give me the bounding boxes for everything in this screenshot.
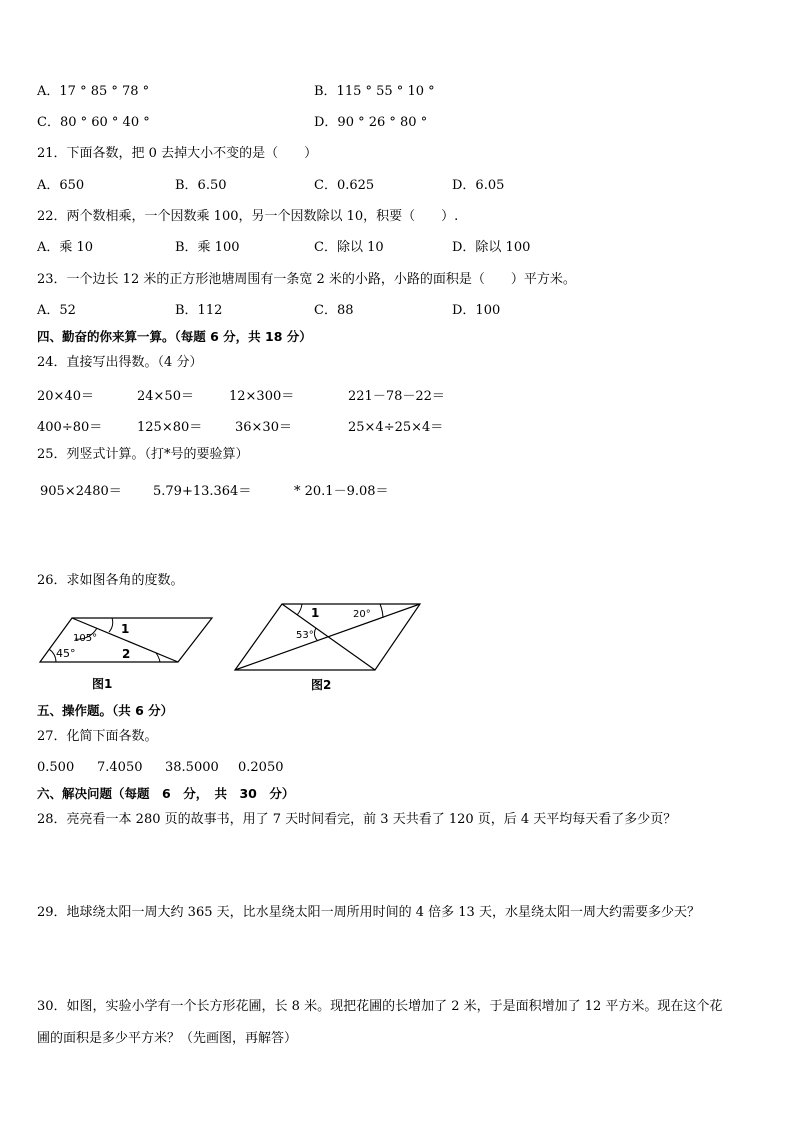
q27-item: 7.4050 xyxy=(97,760,143,775)
fig2-angle-20: 20° xyxy=(353,609,371,620)
q24-item: 20×40＝ xyxy=(37,389,94,404)
q29-stem: 29．地球绕太阳一周大约 365 天，比水星绕太阳一周所用时间的 4 倍多 13 天，水星绕太阳一周大约需要多少天？ xyxy=(37,905,700,920)
fig1-label-2: 2 xyxy=(122,647,131,661)
q21-option-b: B．6.50 xyxy=(175,178,227,193)
q21-option-c: C．0.625 xyxy=(314,178,375,193)
figure-2-parallelogram xyxy=(230,600,426,694)
q24-item: 25×4÷25×4＝ xyxy=(348,420,444,435)
q24-item: 12×300＝ xyxy=(229,389,295,404)
q19-option-c: C．80 ° 60 ° 40 ° xyxy=(37,115,150,130)
q25-item: 905×2480＝ xyxy=(40,484,122,499)
q24-stem: 24．直接写出得数。（4 分） xyxy=(37,355,203,370)
fig2-caption: 图2 xyxy=(311,678,332,692)
q24-item: 400÷80＝ xyxy=(37,420,103,435)
q30-stem-line-1: 30．如图，实验小学有一个长方形花圃，长 8 米。现把花圃的长增加了 2 米，于是面积增加了 12 平方米。现在这个花 xyxy=(37,999,723,1014)
q23-option-a: A．52 xyxy=(37,303,76,318)
fig1-caption: 图1 xyxy=(92,677,113,691)
q22-stem: 22．两个数相乘，一个因数乘 100，另一个因数除以 10，积要（ ）. xyxy=(37,209,459,224)
q23-stem: 23．一个边长 12 米的正方形池塘周围有一条宽 2 米的小路，小路的面积是（ ）平方米。 xyxy=(37,272,576,287)
section-5-title: 五、操作题。（共 6 分） xyxy=(37,703,174,718)
fig1-angle-45: 45° xyxy=(56,647,76,660)
q19-option-a: A．17 ° 85 ° 78 ° xyxy=(37,84,150,99)
q28-stem: 28．亮亮看一本 280 页的故事书，用了 7 天时间看完，前 3 天共看了 120 页，后 4 天平均每天看了多少页？ xyxy=(37,812,677,827)
section-6-title: 六、解决问题（每题 6 分， 共 30 分） xyxy=(37,786,295,801)
q25-stem: 25．列竖式计算。（打*号的要验算） xyxy=(37,447,249,462)
q25-item: * 20.1－9.08＝ xyxy=(294,484,389,499)
q24-item: 36×30＝ xyxy=(235,420,292,435)
q23-option-d: D．100 xyxy=(452,303,501,318)
fig2-label-1: 1 xyxy=(311,606,320,620)
q27-item: 38.5000 xyxy=(165,760,219,775)
q21-option-d: D．6.05 xyxy=(452,178,505,193)
q23-option-c: C．88 xyxy=(314,303,354,318)
q25-item: 5.79+13.364＝ xyxy=(153,484,252,499)
q22-option-a: A．乘 10 xyxy=(37,240,94,255)
fig2-angle-53: 53° xyxy=(296,630,314,641)
q27-item: 0.2050 xyxy=(238,760,284,775)
q27-stem: 27．化简下面各数。 xyxy=(37,729,158,744)
q27-item: 0.500 xyxy=(37,760,75,775)
figure-1-parallelogram xyxy=(36,612,216,692)
section-4-title: 四、勤奋的你来算一算。（每题 6 分，共 18 分） xyxy=(37,329,312,344)
q22-option-b: B．乘 100 xyxy=(175,240,240,255)
q24-item: 24×50＝ xyxy=(137,389,194,404)
q19-option-b: B．115 ° 55 ° 10 ° xyxy=(314,84,435,99)
q24-item: 221－78－22＝ xyxy=(348,389,445,404)
q22-option-d: D．除以 100 xyxy=(452,240,531,255)
q22-option-c: C．除以 10 xyxy=(314,240,384,255)
q21-stem: 21．下面各数，把 0 去掉大小不变的是（ ） xyxy=(37,146,318,161)
fig1-angle-105: 105° xyxy=(73,633,98,644)
q24-item: 125×80＝ xyxy=(137,420,203,435)
q26-stem: 26．求如图各角的度数。 xyxy=(37,573,184,588)
q19-option-d: D．90 ° 26 ° 80 ° xyxy=(314,115,428,130)
q30-stem-line-2: 圃的面积是多少平方米？（先画图，再解答） xyxy=(37,1031,298,1046)
q21-option-a: A．650 xyxy=(37,178,85,193)
q23-option-b: B．112 xyxy=(175,303,223,318)
fig1-label-1: 1 xyxy=(121,622,130,636)
